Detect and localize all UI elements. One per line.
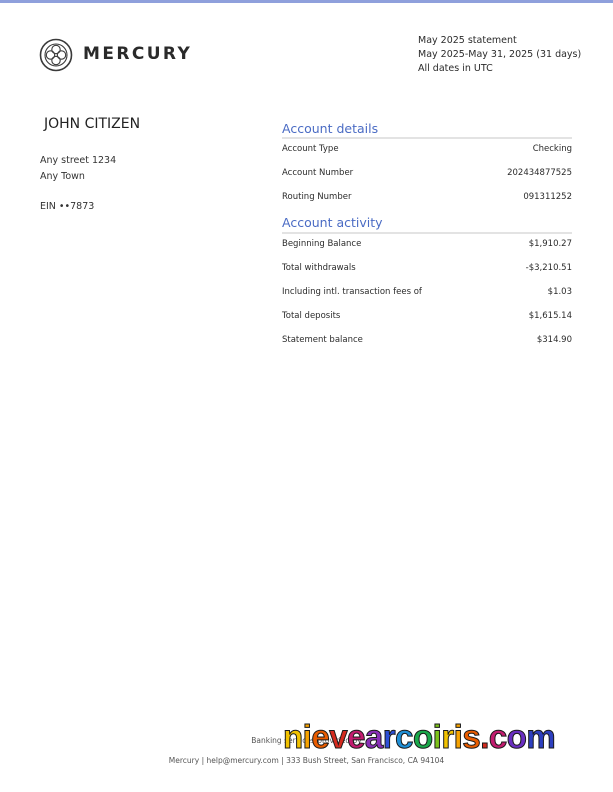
watermark-letter: c xyxy=(488,718,507,755)
watermark xyxy=(283,718,555,756)
statement-period xyxy=(418,34,581,76)
watermark-letter: e xyxy=(311,718,330,755)
activity-value: $314.90 xyxy=(536,335,572,345)
customer-name: JOHN CITIZEN xyxy=(44,116,141,132)
watermark-letter: r xyxy=(441,718,454,755)
activity-label: Beginning Balance xyxy=(282,239,362,249)
watermark-letter: m xyxy=(526,718,556,755)
watermark-letter: . xyxy=(480,718,489,755)
statement-timezone: All dates in UTC xyxy=(418,63,493,74)
account-details-divider xyxy=(282,137,572,139)
activity-row-total-deposits xyxy=(282,311,572,325)
watermark-letter: c xyxy=(395,718,413,755)
watermark-letter: n xyxy=(283,718,303,755)
account-details-heading: Account details xyxy=(282,121,379,136)
watermark-letter: i xyxy=(432,718,442,755)
statement-title: May 2025 statement xyxy=(418,35,517,46)
statement-range: May 2025-May 31, 2025 (31 days) xyxy=(418,49,582,60)
watermark-letter: i xyxy=(302,718,312,755)
activity-row-statement-balance xyxy=(282,335,572,349)
watermark-letter: r xyxy=(382,718,396,755)
detail-row-account-number xyxy=(282,168,572,182)
watermark-letter: i xyxy=(453,718,463,755)
activity-label: Total withdrawals xyxy=(282,263,356,273)
mercury-logo-icon xyxy=(39,38,73,72)
activity-label: Statement balance xyxy=(282,335,363,345)
activity-row-intl-fees xyxy=(282,287,572,301)
watermark-letter: e xyxy=(347,718,365,755)
footer-contact: Mercury | help@mercury.com | 333 Bush Street, San Francisco, CA 94104 xyxy=(168,756,445,765)
detail-row-account-type xyxy=(282,144,572,158)
watermark-letter: o xyxy=(412,718,433,755)
account-activity-heading: Account activity xyxy=(282,215,383,230)
detail-label: Account Type xyxy=(282,144,339,154)
activity-row-total-withdrawals xyxy=(282,263,572,277)
activity-row-beginning-balance xyxy=(282,239,572,253)
activity-label: Including intl. transaction fees of xyxy=(282,287,422,297)
detail-label: Account Number xyxy=(282,168,354,178)
watermark-letter: o xyxy=(506,718,527,755)
activity-value: $1,910.27 xyxy=(528,239,572,249)
activity-label: Total deposits xyxy=(282,311,341,321)
brand-name: MERCURY xyxy=(83,44,193,64)
customer-address xyxy=(40,153,116,185)
detail-label: Routing Number xyxy=(282,192,352,202)
detail-value: Checking xyxy=(532,144,572,154)
detail-row-routing-number xyxy=(282,192,572,206)
watermark-letter: s xyxy=(462,718,481,755)
address-town: Any Town xyxy=(40,171,85,182)
activity-value: $1,615.14 xyxy=(528,311,572,321)
footer-banking-notice: Banking services provided by xyxy=(251,736,362,745)
activity-value: $1.03 xyxy=(547,287,572,297)
watermark-letter: v xyxy=(329,718,348,755)
customer-ein: EIN ••7873 xyxy=(40,201,95,212)
watermark-letter: a xyxy=(364,718,383,755)
top-accent-bar xyxy=(0,0,613,3)
address-street: Any street 1234 xyxy=(40,155,117,166)
detail-value: 091311252 xyxy=(523,192,572,202)
activity-value: -$3,210.51 xyxy=(525,263,572,273)
account-activity-divider xyxy=(282,232,572,234)
detail-value: 202434877525 xyxy=(507,168,572,178)
